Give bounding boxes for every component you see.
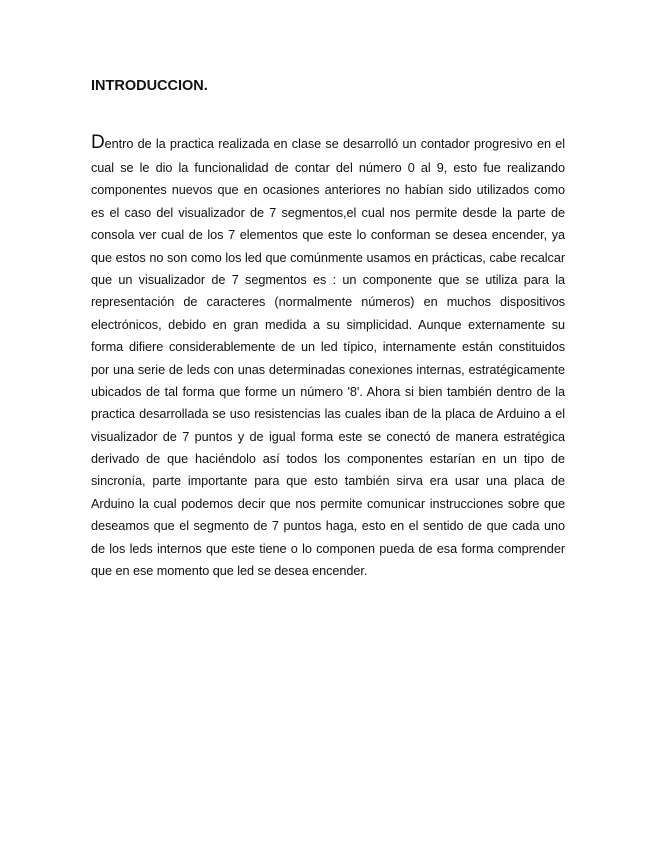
paragraph-line: que estos no son como los led que comúnmente usamos en prácticas, cabe recalcar <box>91 250 565 265</box>
paragraph-line: Arduino la cual podemos decir que nos permite comunicar instrucciones sobre que <box>91 496 565 511</box>
page-title: INTRODUCCION. <box>91 78 208 94</box>
paragraph-line: forma difiere considerablemente de un led típico, internamente están constituidos <box>91 340 565 355</box>
paragraph-line-last: que en ese momento que led se desea encender. <box>91 564 368 579</box>
paragraph-line: cual se le dio la funcionalidad de contar del número 0 al 9, esto fue realizando <box>91 161 565 175</box>
paragraph-line-first <box>91 131 565 157</box>
paragraph-line: deseamos que el segmento de 7 puntos haga, esto en el sentido de que cada uno <box>91 519 565 534</box>
dropcap-letter: D <box>91 132 105 153</box>
paragraph-line: visualizador de 7 puntos y de igual forma este se conectó de manera estratégica <box>91 429 565 444</box>
paragraph-line: de los leds internos que este tiene o lo componen pueda de esa forma comprender <box>91 541 565 556</box>
paragraph-line: es el caso del visualizador de 7 segmentos,el cual nos permite desde la parte de <box>91 205 565 220</box>
paragraph-line: practica desarrollada se uso resistencias las cuales iban de la placa de Arduino a el <box>91 407 565 422</box>
paragraph-line: componentes nuevos que en ocasiones anteriores no habían sido utilizados como <box>91 183 565 198</box>
paragraph-line: derivado de que haciéndolo así todos los componentes estarían en un tipo de <box>91 452 565 467</box>
paragraph-line: electrónicos, debido en gran medida a su simplicidad. Aunque externamente su <box>91 317 565 332</box>
paragraph-line: representación de caracteres (normalmente números) en muchos dispositivos <box>91 295 565 310</box>
paragraph-line: por una serie de leds con unas determinadas conexiones internas, estratégicamente <box>91 362 565 377</box>
paragraph-line: consola ver cual de los 7 elementos que este lo conforman se desea encender, ya <box>91 228 565 243</box>
first-line-text: entro de la practica realizada en clase se desarrolló un contador progresivo en el <box>104 137 565 151</box>
paragraph-line: ubicados de tal forma que forme un número '8'. Ahora si bien también dentro de la <box>91 384 565 399</box>
paragraph-line: sincronía, parte importante para que esto también sirva era usar una placa de <box>91 474 565 489</box>
introduction-paragraph <box>91 131 565 582</box>
paragraph-line: que un visualizador de 7 segmentos es : un componente que se utiliza para la <box>91 272 565 287</box>
